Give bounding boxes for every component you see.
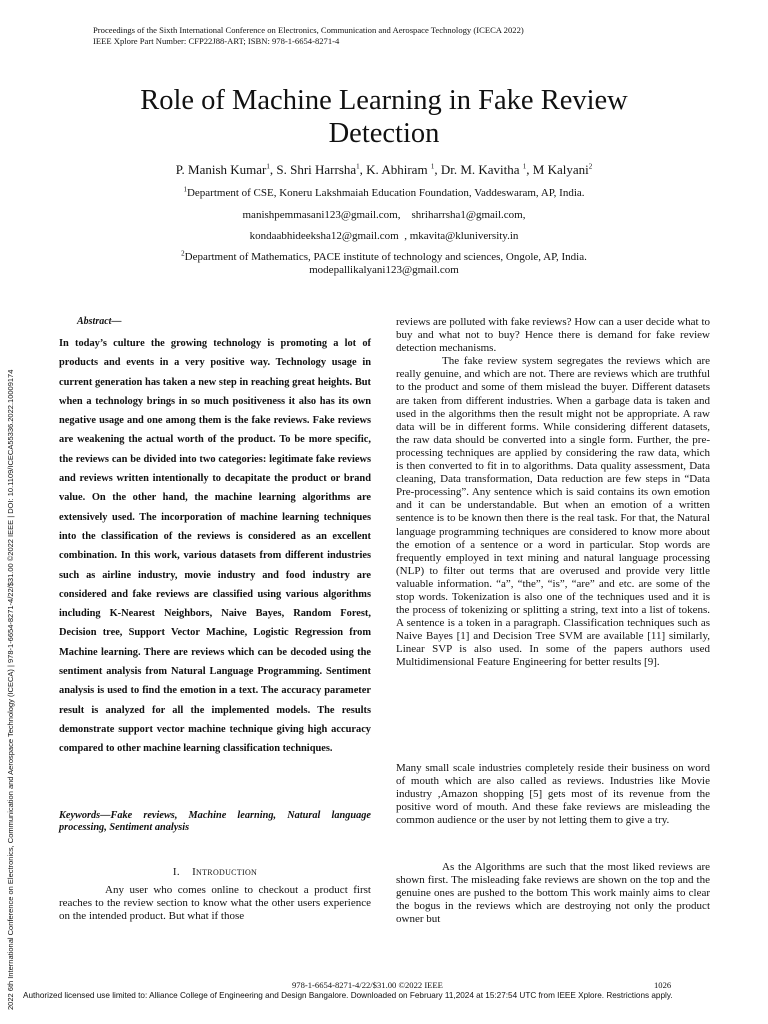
affiliation-2: $^2$Department of Mathematics, PACE institute of technology and sciences, Ongole, AP, India.: [181, 249, 587, 263]
author: M Kalyani$^2$: [532, 162, 593, 177]
author-emails-2: kondaabhideeksha12@gmail.com , mkavita@kluniversity.in: [249, 230, 519, 242]
sidebar-citation: 2022 6th International Conference on Electronics, Communication and Aerospace Technology (ICECA) | 978-1-6654-8271-4/22/$31.00 ©2022 IEEE | DOI: 10.1109/ICECA55336.2022.10009174: [6, 369, 15, 1010]
paragraph: As the Algorithms are such that the most liked reviews are shown first. The misleading fake reviews are shown on the top and the genuine ones are pushed to the bottom This work mainly aims to clear the bogus in the reviews which are destroying not only the product owner but: [396, 861, 710, 926]
license-notice: Authorized licensed use limited to: Alliance College of Engineering and Design Bangalore. Downloaded on February 11,2024 at 15:27:54 UTC from IEEE Xplore. Restrictions apply.: [23, 991, 673, 1000]
author-email-3: modepallikalyani123@gmail.com: [309, 264, 459, 276]
author: K. Abhiram $^1$: [366, 162, 435, 177]
paper-title: Role of Machine Learning in Fake Review Detection: [140, 85, 628, 149]
right-column-middle: [396, 762, 710, 827]
paragraph: Many small scale industries completely reside their business on word of mouth which are also called as reviews. Industries like Movie industry ,Amazon shopping [5] gets most of its revenue from the positive word of mouth. And these fake reviews are misleading the common audience or the user by not letting them to give a try.: [396, 762, 710, 827]
keywords: Keywords—Fake reviews, Machine learning, Natural language processing, Sentiment analysis: [59, 810, 371, 833]
author-emails-1: manishpemmasani123@gmail.com, shriharrsha1@gmail.com,: [242, 209, 526, 221]
intro-paragraph: Any user who comes online to checkout a product first reaches to the review section to know what the other users experience on the intended product. But what if those: [59, 884, 371, 923]
footer-isbn: 978-1-6654-8271-4/22/$31.00 ©2022 IEEE: [292, 980, 443, 990]
right-column-top: [396, 316, 710, 670]
affiliation-1: $^1$Department of CSE, Koneru Lakshmaiah Education Foundation, Vaddeswaram, AP, India.: [183, 185, 585, 199]
header-line-2: IEEE Xplore Part Number: CFP22J88-ART; ISBN: 978-1-6654-8271-4: [93, 36, 340, 46]
right-column-bottom: [396, 861, 710, 926]
abstract-text: In today’s culture the growing technology is promoting a lot of products and events in a very positive way. Technology usage in current generation has taken a new step in reaching great heights. But when a technology brings in so much positiveness it also has its own negative usage and one among them is the fake reviews. Fake reviews are weakening the actual worth of the product. To be more specific, the reviews can be divided into two categories: legitimate fake reviews and reviews written intentionally to decapitate the product or brand value. On the other hand, the machine learning algorithms are extensively used. The incorporation of machine learning techniques into the classification of the reviews is considered as an excellent combination. In this work, various datasets from different industries such as airline industry, movie industry and food industry are considered and fake reviews are classified using various algorithms including K-Nearest Neighbors, Naive Bayes, Random Forest, Decision tree, Support Vector Machine, Logistic Regression from Machine learning. There are reviews which can be decoded using the sentiment analysis from Natural Language Programming. Sentiment analysis is used to find the emotion in a text. The accuracy parameter result is analyzed for all the implemented models. The results demonstrate support vector machine technique giving high accuracy compared to other machine learning classification techniques.: [59, 338, 371, 755]
author: Dr. M. Kavitha $^1$: [440, 162, 527, 177]
author-list: P. Manish Kumar$^1$, S. Shri Harrsha$^1$, K. Abhiram $^1$, Dr. M. Kavitha $^1$, M Kalyani$^2$: [175, 162, 593, 177]
author: S. Shri Harrsha$^1$: [276, 162, 360, 177]
paragraph: The fake review system segregates the reviews which are really genuine, and which are not. There are reviews which are truthful to the product and some of them mislead the buyer. Different datasets are taken from different industries. When a garbage data is taken and used in the algorithms then the result might not be appropriate. A raw data will be in different forms. While considering different datasets, the raw data should be converted into a single form. Further, the pre-processing techniques are applied by considering the raw data, which is then converted to fit in to algorithms. Data quality assessment, Data cleaning, Data transformation, Data reduction are few steps in “Data Pre-processing”. Any sentence which is said contains its own emotion and it can be understandable. But when an emotion of a written sentence is to be known then there is the real task. For that, the Natural language programming techniques are considered to know more about the emotion of a sentence or a word in particular. Stop words are frequently employed in text mining and natural language processing (NLP) to filter out terms that are overused and provide very little valuable information. “a”, “the”, “is”, “are” and etc. are some of the stop words. Tokenization is also one of the techniques used and it is the process of tokenizing or splitting a string, text into a list of tokens. A sentence is a token in a paragraph. Classification techniques such as Naive Bayes [1] and Decision Tree SVM are available [11] similarly, Linear SVP is also used. In some of the papers authors used Multidimensional Feature Engineering for better results [9].: [396, 355, 710, 669]
paragraph: reviews are polluted with fake reviews? How can a user decide what to buy and what not to buy? Hence there is demand for fake review detection mechanisms.: [396, 316, 710, 355]
running-header: [93, 25, 524, 47]
header-line-1: Proceedings of the Sixth International Conference on Electronics, Communication and Aerospace Technology (ICECA 2022): [93, 25, 524, 35]
author: P. Manish Kumar$^1$: [175, 162, 270, 177]
page-number: 1026: [654, 980, 672, 990]
abstract-label: Abstract—: [77, 316, 122, 327]
section-heading: I. Introduction: [172, 866, 258, 878]
